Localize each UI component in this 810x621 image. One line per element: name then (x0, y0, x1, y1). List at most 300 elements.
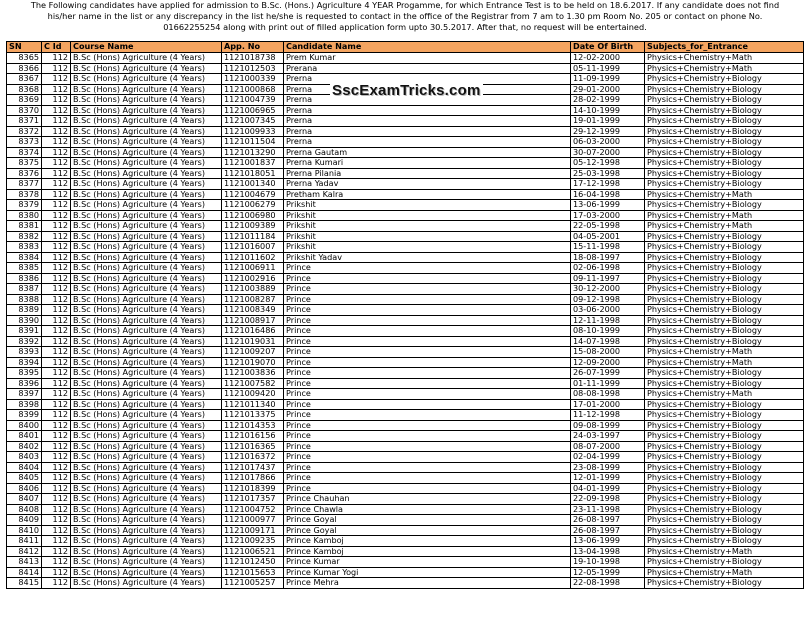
cell-course-name: B.Sc (Hons) Agriculture (4 Years) (71, 483, 222, 494)
cell-date-of-birth: 13-06-1999 (571, 200, 645, 211)
table-row (7, 116, 804, 127)
cell-cid: 112 (42, 221, 71, 232)
cell-date-of-birth: 23-08-1999 (571, 462, 645, 473)
cell-date-of-birth: 05-11-1999 (571, 63, 645, 74)
cell-sn: 8392 (7, 336, 42, 347)
cell-candidate-name: Prerna (284, 95, 571, 106)
cell-candidate-name: Prerna (284, 116, 571, 127)
cell-sn: 8389 (7, 305, 42, 316)
cell-subjects: Physics+Chemistry+Math (645, 546, 804, 557)
cell-date-of-birth: 02-04-1999 (571, 452, 645, 463)
cell-candidate-name: Prince (284, 483, 571, 494)
cell-cid: 112 (42, 294, 71, 305)
cell-candidate-name: Prince Chauhan (284, 494, 571, 505)
cell-course-name: B.Sc (Hons) Agriculture (4 Years) (71, 84, 222, 95)
notice-line-3: 01662255254 along with print out of filled application form upto 30.5.2017. After that, no request will be entertained. (163, 22, 647, 33)
cell-cid: 112 (42, 326, 71, 337)
cell-app-no: 1121009933 (222, 126, 284, 137)
cell-course-name: B.Sc (Hons) Agriculture (4 Years) (71, 326, 222, 337)
cell-candidate-name: Prince Mehra (284, 578, 571, 589)
cell-subjects: Physics+Chemistry+Math (645, 210, 804, 221)
cell-candidate-name: Prerna Kumari (284, 158, 571, 169)
table-row (7, 473, 804, 484)
cell-cid: 112 (42, 200, 71, 211)
cell-date-of-birth: 04-05-2001 (571, 231, 645, 242)
cell-subjects: Physics+Chemistry+Biology (645, 399, 804, 410)
table-row (7, 200, 804, 211)
cell-app-no: 1121003889 (222, 284, 284, 295)
cell-candidate-name: Prerna Pilania (284, 168, 571, 179)
cell-subjects: Physics+Chemistry+Biology (645, 557, 804, 568)
cell-date-of-birth: 17-01-2000 (571, 399, 645, 410)
cell-course-name: B.Sc (Hons) Agriculture (4 Years) (71, 525, 222, 536)
header-sn: SN (7, 42, 42, 53)
cell-course-name: B.Sc (Hons) Agriculture (4 Years) (71, 137, 222, 148)
cell-app-no: 1121013290 (222, 147, 284, 158)
cell-course-name: B.Sc (Hons) Agriculture (4 Years) (71, 284, 222, 295)
cell-sn: 8374 (7, 147, 42, 158)
cell-sn: 8393 (7, 347, 42, 358)
cell-course-name: B.Sc (Hons) Agriculture (4 Years) (71, 221, 222, 232)
cell-date-of-birth: 12-11-1998 (571, 315, 645, 326)
cell-course-name: B.Sc (Hons) Agriculture (4 Years) (71, 389, 222, 400)
cell-course-name: B.Sc (Hons) Agriculture (4 Years) (71, 452, 222, 463)
cell-course-name: B.Sc (Hons) Agriculture (4 Years) (71, 515, 222, 526)
cell-date-of-birth: 29-12-1999 (571, 126, 645, 137)
cell-course-name: B.Sc (Hons) Agriculture (4 Years) (71, 410, 222, 421)
cell-course-name: B.Sc (Hons) Agriculture (4 Years) (71, 210, 222, 221)
cell-subjects: Physics+Chemistry+Biology (645, 431, 804, 442)
cell-candidate-name: Prikshit (284, 242, 571, 253)
cell-cid: 112 (42, 63, 71, 74)
cell-candidate-name: Prince Goyal (284, 515, 571, 526)
cell-date-of-birth: 01-11-1999 (571, 378, 645, 389)
cell-cid: 112 (42, 431, 71, 442)
table-row (7, 252, 804, 263)
cell-sn: 8375 (7, 158, 42, 169)
cell-date-of-birth: 14-10-1999 (571, 105, 645, 116)
notice-text (0, 0, 810, 34)
table-row (7, 557, 804, 568)
cell-cid: 112 (42, 137, 71, 148)
cell-sn: 8414 (7, 567, 42, 578)
cell-sn: 8370 (7, 105, 42, 116)
cell-date-of-birth: 12-05-1999 (571, 567, 645, 578)
table-row (7, 420, 804, 431)
cell-subjects: Physics+Chemistry+Biology (645, 263, 804, 274)
cell-subjects: Physics+Chemistry+Biology (645, 105, 804, 116)
cell-date-of-birth: 02-06-1998 (571, 263, 645, 274)
table-row (7, 515, 804, 526)
cell-date-of-birth: 06-03-2000 (571, 137, 645, 148)
table-row (7, 294, 804, 305)
cell-app-no: 1121016156 (222, 431, 284, 442)
cell-cid: 112 (42, 105, 71, 116)
cell-sn: 8376 (7, 168, 42, 179)
cell-subjects: Physics+Chemistry+Biology (645, 378, 804, 389)
cell-sn: 8381 (7, 221, 42, 232)
cell-sn: 8365 (7, 53, 42, 64)
cell-course-name: B.Sc (Hons) Agriculture (4 Years) (71, 200, 222, 211)
cell-candidate-name: Prince Kumar Yogi (284, 567, 571, 578)
cell-sn: 8397 (7, 389, 42, 400)
cell-cid: 112 (42, 546, 71, 557)
table-row (7, 525, 804, 536)
table-row (7, 263, 804, 274)
cell-cid: 112 (42, 420, 71, 431)
cell-subjects: Physics+Chemistry+Biology (645, 315, 804, 326)
cell-subjects: Physics+Chemistry+Biology (645, 336, 804, 347)
candidate-table (6, 41, 804, 589)
cell-course-name: B.Sc (Hons) Agriculture (4 Years) (71, 116, 222, 127)
cell-subjects: Physics+Chemistry+Biology (645, 284, 804, 295)
cell-candidate-name: Prerna (284, 74, 571, 85)
cell-candidate-name: Prikshit (284, 210, 571, 221)
table-row (7, 53, 804, 64)
cell-date-of-birth: 22-09-1998 (571, 494, 645, 505)
cell-course-name: B.Sc (Hons) Agriculture (4 Years) (71, 168, 222, 179)
cell-course-name: B.Sc (Hons) Agriculture (4 Years) (71, 431, 222, 442)
cell-cid: 112 (42, 147, 71, 158)
cell-subjects: Physics+Chemistry+Biology (645, 368, 804, 379)
cell-subjects: Physics+Chemistry+Biology (645, 294, 804, 305)
cell-app-no: 1121019031 (222, 336, 284, 347)
cell-date-of-birth: 23-11-1998 (571, 504, 645, 515)
cell-sn: 8387 (7, 284, 42, 295)
cell-app-no: 1121016007 (222, 242, 284, 253)
table-row (7, 368, 804, 379)
cell-app-no: 1121011184 (222, 231, 284, 242)
cell-sn: 8379 (7, 200, 42, 211)
cell-date-of-birth: 22-08-1998 (571, 578, 645, 589)
cell-sn: 8390 (7, 315, 42, 326)
cell-sn: 8386 (7, 273, 42, 284)
cell-subjects: Physics+Chemistry+Biology (645, 273, 804, 284)
cell-candidate-name: Prince (284, 315, 571, 326)
cell-course-name: B.Sc (Hons) Agriculture (4 Years) (71, 242, 222, 253)
cell-app-no: 1121004752 (222, 504, 284, 515)
cell-date-of-birth: 08-07-2000 (571, 441, 645, 452)
cell-sn: 8385 (7, 263, 42, 274)
cell-app-no: 1121008917 (222, 315, 284, 326)
cell-cid: 112 (42, 504, 71, 515)
cell-app-no: 1121016365 (222, 441, 284, 452)
cell-sn: 8371 (7, 116, 42, 127)
header-candidate-name: Candidate Name (284, 42, 571, 53)
cell-subjects: Physics+Chemistry+Biology (645, 326, 804, 337)
cell-candidate-name: Prince (284, 441, 571, 452)
cell-subjects: Physics+Chemistry+Biology (645, 305, 804, 316)
table-row (7, 441, 804, 452)
cell-course-name: B.Sc (Hons) Agriculture (4 Years) (71, 399, 222, 410)
cell-sn: 8410 (7, 525, 42, 536)
cell-course-name: B.Sc (Hons) Agriculture (4 Years) (71, 357, 222, 368)
cell-cid: 112 (42, 399, 71, 410)
cell-app-no: 1121007582 (222, 378, 284, 389)
cell-sn: 8395 (7, 368, 42, 379)
cell-cid: 112 (42, 305, 71, 316)
cell-sn: 8415 (7, 578, 42, 589)
cell-subjects: Physics+Chemistry+Biology (645, 116, 804, 127)
cell-course-name: B.Sc (Hons) Agriculture (4 Years) (71, 53, 222, 64)
table-row (7, 336, 804, 347)
cell-date-of-birth: 12-02-2000 (571, 53, 645, 64)
cell-cid: 112 (42, 452, 71, 463)
table-row (7, 452, 804, 463)
cell-subjects: Physics+Chemistry+Biology (645, 168, 804, 179)
cell-subjects: Physics+Chemistry+Math (645, 221, 804, 232)
cell-course-name: B.Sc (Hons) Agriculture (4 Years) (71, 158, 222, 169)
cell-sn: 8404 (7, 462, 42, 473)
cell-app-no: 1121017357 (222, 494, 284, 505)
cell-sn: 8391 (7, 326, 42, 337)
table-row (7, 347, 804, 358)
table-row (7, 273, 804, 284)
table-row (7, 536, 804, 547)
cell-candidate-name: Prince Kamboj (284, 546, 571, 557)
cell-app-no: 1121016372 (222, 452, 284, 463)
cell-sn: 8372 (7, 126, 42, 137)
cell-candidate-name: Prince Chawla (284, 504, 571, 515)
cell-course-name: B.Sc (Hons) Agriculture (4 Years) (71, 189, 222, 200)
cell-cid: 112 (42, 284, 71, 295)
cell-app-no: 1121014353 (222, 420, 284, 431)
cell-app-no: 1121006279 (222, 200, 284, 211)
table-row (7, 431, 804, 442)
cell-candidate-name: Prince (284, 305, 571, 316)
cell-cid: 112 (42, 126, 71, 137)
cell-sn: 8409 (7, 515, 42, 526)
table-row (7, 389, 804, 400)
cell-sn: 8366 (7, 63, 42, 74)
cell-candidate-name: Prince (284, 357, 571, 368)
cell-cid: 112 (42, 315, 71, 326)
cell-candidate-name: Prince (284, 399, 571, 410)
cell-app-no: 1121006980 (222, 210, 284, 221)
cell-subjects: Physics+Chemistry+Biology (645, 200, 804, 211)
cell-candidate-name: Prince Kumar (284, 557, 571, 568)
cell-course-name: B.Sc (Hons) Agriculture (4 Years) (71, 315, 222, 326)
cell-app-no: 1121006521 (222, 546, 284, 557)
cell-cid: 112 (42, 179, 71, 190)
table-row (7, 546, 804, 557)
cell-date-of-birth: 18-08-1997 (571, 252, 645, 263)
cell-cid: 112 (42, 252, 71, 263)
table-row (7, 504, 804, 515)
cell-subjects: Physics+Chemistry+Math (645, 357, 804, 368)
cell-app-no: 1121006911 (222, 263, 284, 274)
cell-candidate-name: Prince (284, 368, 571, 379)
cell-app-no: 1121018399 (222, 483, 284, 494)
cell-app-no: 1121011340 (222, 399, 284, 410)
table-row (7, 305, 804, 316)
cell-subjects: Physics+Chemistry+Biology (645, 483, 804, 494)
cell-candidate-name: Prince (284, 294, 571, 305)
cell-date-of-birth: 09-11-1997 (571, 273, 645, 284)
cell-date-of-birth: 25-03-1998 (571, 168, 645, 179)
notice-line-2: his/her name in the list or any discrepancy in the list he/she is requested to contact in the office of the Registrar from 7 am to 1.30 pm Room No. 205 or contact on phone No. (47, 11, 763, 22)
cell-candidate-name: Prince (284, 462, 571, 473)
cell-course-name: B.Sc (Hons) Agriculture (4 Years) (71, 63, 222, 74)
cell-subjects: Physics+Chemistry+Math (645, 347, 804, 358)
cell-subjects: Physics+Chemistry+Biology (645, 158, 804, 169)
cell-date-of-birth: 14-07-1998 (571, 336, 645, 347)
cell-app-no: 1121001837 (222, 158, 284, 169)
cell-date-of-birth: 17-03-2000 (571, 210, 645, 221)
cell-app-no: 1121006965 (222, 105, 284, 116)
cell-app-no: 1121009389 (222, 221, 284, 232)
cell-subjects: Physics+Chemistry+Biology (645, 74, 804, 85)
cell-candidate-name: Prerna Yadav (284, 179, 571, 190)
table-row (7, 147, 804, 158)
cell-candidate-name: Prikshit (284, 200, 571, 211)
cell-candidate-name: Prince (284, 452, 571, 463)
cell-cid: 112 (42, 357, 71, 368)
cell-subjects: Physics+Chemistry+Biology (645, 242, 804, 253)
cell-subjects: Physics+Chemistry+Biology (645, 84, 804, 95)
cell-date-of-birth: 13-04-1998 (571, 546, 645, 557)
cell-course-name: B.Sc (Hons) Agriculture (4 Years) (71, 95, 222, 106)
cell-sn: 8411 (7, 536, 42, 547)
cell-subjects: Physics+Chemistry+Biology (645, 525, 804, 536)
cell-subjects: Physics+Chemistry+Biology (645, 126, 804, 137)
cell-course-name: B.Sc (Hons) Agriculture (4 Years) (71, 494, 222, 505)
cell-date-of-birth: 28-02-1999 (571, 95, 645, 106)
cell-cid: 112 (42, 347, 71, 358)
table-row (7, 137, 804, 148)
cell-candidate-name: Prikshit (284, 231, 571, 242)
cell-app-no: 1121018051 (222, 168, 284, 179)
cell-sn: 8367 (7, 74, 42, 85)
cell-candidate-name: Prince (284, 347, 571, 358)
notice-line-1: The Following candidates have applied for admission to B.Sc. (Hons.) Agriculture 4 YEAR Progamme, for which Entrance Test is to be held on 18.6.2017. If any candidate does not find (30, 0, 780, 10)
cell-subjects: Physics+Chemistry+Biology (645, 536, 804, 547)
header-course-name: Course Name (71, 42, 222, 53)
cell-cid: 112 (42, 525, 71, 536)
cell-sn: 8403 (7, 452, 42, 463)
cell-course-name: B.Sc (Hons) Agriculture (4 Years) (71, 420, 222, 431)
cell-cid: 112 (42, 116, 71, 127)
cell-cid: 112 (42, 567, 71, 578)
table-row (7, 231, 804, 242)
cell-app-no: 1121009235 (222, 536, 284, 547)
cell-cid: 112 (42, 189, 71, 200)
cell-date-of-birth: 24-03-1997 (571, 431, 645, 442)
cell-date-of-birth: 19-01-1999 (571, 116, 645, 127)
cell-cid: 112 (42, 441, 71, 452)
cell-date-of-birth: 11-12-1998 (571, 410, 645, 421)
cell-app-no: 1121004679 (222, 189, 284, 200)
cell-cid: 112 (42, 536, 71, 547)
cell-candidate-name: Prerna (284, 137, 571, 148)
cell-cid: 112 (42, 410, 71, 421)
cell-candidate-name: Prince (284, 326, 571, 337)
cell-sn: 8405 (7, 473, 42, 484)
cell-course-name: B.Sc (Hons) Agriculture (4 Years) (71, 473, 222, 484)
cell-course-name: B.Sc (Hons) Agriculture (4 Years) (71, 105, 222, 116)
cell-sn: 8394 (7, 357, 42, 368)
table-row (7, 578, 804, 589)
cell-date-of-birth: 11-09-1999 (571, 74, 645, 85)
cell-cid: 112 (42, 273, 71, 284)
cell-app-no: 1121013375 (222, 410, 284, 421)
cell-sn: 8412 (7, 546, 42, 557)
cell-candidate-name: Prince (284, 389, 571, 400)
cell-date-of-birth: 08-10-1999 (571, 326, 645, 337)
header-date-of-birth: Date Of Birth (571, 42, 645, 53)
cell-sn: 8413 (7, 557, 42, 568)
cell-sn: 8402 (7, 441, 42, 452)
cell-cid: 112 (42, 53, 71, 64)
table-row (7, 483, 804, 494)
table-row (7, 315, 804, 326)
cell-date-of-birth: 16-04-1998 (571, 189, 645, 200)
cell-cid: 112 (42, 368, 71, 379)
cell-course-name: B.Sc (Hons) Agriculture (4 Years) (71, 536, 222, 547)
cell-candidate-name: Prince (284, 284, 571, 295)
table-row (7, 179, 804, 190)
cell-sn: 8398 (7, 399, 42, 410)
cell-sn: 8408 (7, 504, 42, 515)
cell-candidate-name: Prerna (284, 84, 571, 95)
cell-app-no: 1121009207 (222, 347, 284, 358)
cell-subjects: Physics+Chemistry+Biology (645, 441, 804, 452)
table-row (7, 326, 804, 337)
header-subjects: Subjects_for_Entrance (645, 42, 804, 53)
cell-candidate-name: Prince (284, 473, 571, 484)
cell-sn: 8406 (7, 483, 42, 494)
cell-course-name: B.Sc (Hons) Agriculture (4 Years) (71, 147, 222, 158)
cell-cid: 112 (42, 263, 71, 274)
table-row (7, 242, 804, 253)
cell-course-name: B.Sc (Hons) Agriculture (4 Years) (71, 347, 222, 358)
cell-app-no: 1121011504 (222, 137, 284, 148)
cell-sn: 8400 (7, 420, 42, 431)
cell-app-no: 1121018738 (222, 53, 284, 64)
table-row (7, 189, 804, 200)
cell-date-of-birth: 15-11-1998 (571, 242, 645, 253)
cell-subjects: Physics+Chemistry+Biology (645, 147, 804, 158)
table-row (7, 494, 804, 505)
cell-course-name: B.Sc (Hons) Agriculture (4 Years) (71, 126, 222, 137)
cell-candidate-name: Prince (284, 410, 571, 421)
table-row (7, 410, 804, 421)
cell-sn: 8380 (7, 210, 42, 221)
cell-candidate-name: Prince (284, 273, 571, 284)
cell-date-of-birth: 09-08-1999 (571, 420, 645, 431)
cell-candidate-name: Prince (284, 378, 571, 389)
cell-subjects: Physics+Chemistry+Biology (645, 137, 804, 148)
cell-sn: 8407 (7, 494, 42, 505)
cell-candidate-name: Pretham Kalra (284, 189, 571, 200)
cell-app-no: 1121000977 (222, 515, 284, 526)
cell-app-no: 1121000339 (222, 74, 284, 85)
cell-app-no: 1121017437 (222, 462, 284, 473)
cell-date-of-birth: 30-12-2000 (571, 284, 645, 295)
cell-candidate-name: Prince (284, 431, 571, 442)
cell-date-of-birth: 19-10-1998 (571, 557, 645, 568)
cell-course-name: B.Sc (Hons) Agriculture (4 Years) (71, 305, 222, 316)
cell-candidate-name: Prikshit (284, 221, 571, 232)
cell-date-of-birth: 13-06-1999 (571, 536, 645, 547)
cell-course-name: B.Sc (Hons) Agriculture (4 Years) (71, 378, 222, 389)
cell-app-no: 1121009420 (222, 389, 284, 400)
header-app-no: App. No (222, 42, 284, 53)
table-row (7, 378, 804, 389)
cell-app-no: 1121016486 (222, 326, 284, 337)
table-row (7, 284, 804, 295)
table-row (7, 210, 804, 221)
